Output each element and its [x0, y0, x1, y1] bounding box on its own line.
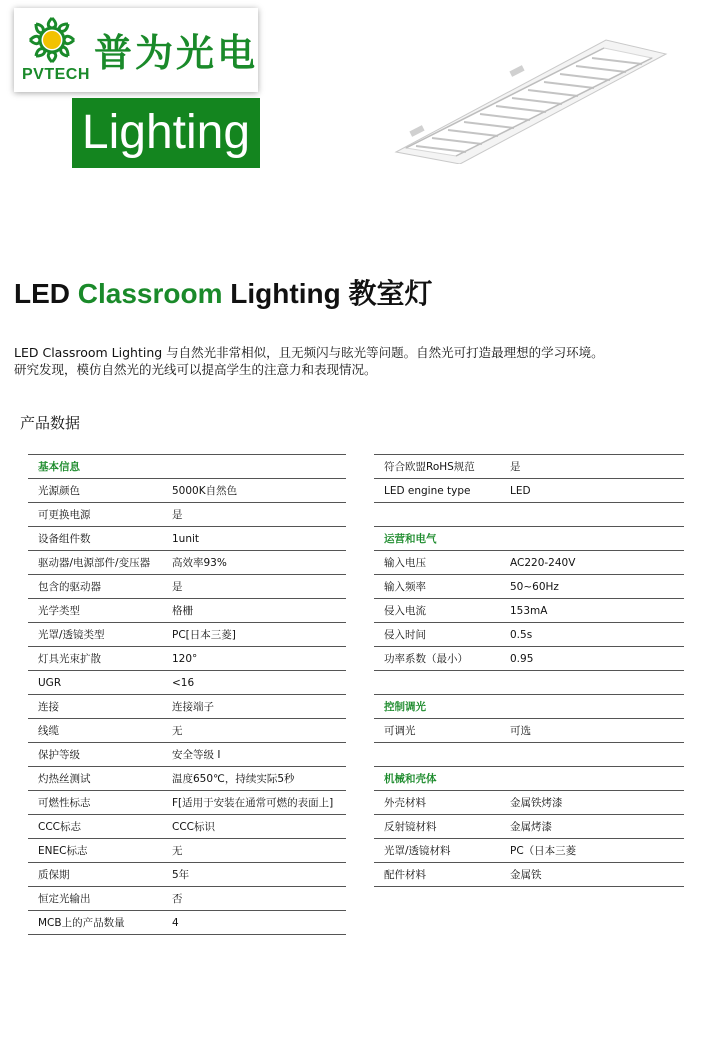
row-value: 金属烤漆: [510, 821, 552, 833]
spacer-row: [374, 743, 684, 767]
table-row: [28, 863, 346, 887]
row-label: 恒定光输出: [38, 893, 91, 905]
row-label: 输入电压: [384, 557, 426, 569]
row-value: 5000K自然色: [172, 485, 238, 497]
product-data-heading: 产品数据: [20, 414, 81, 432]
row-label: 可更换电源: [38, 509, 91, 521]
row-label: 功率系数（最小）: [384, 653, 468, 665]
section-header: [374, 527, 684, 551]
row-value: 无: [172, 725, 183, 737]
section-header: [374, 767, 684, 791]
sun-logo-icon: [24, 14, 80, 66]
row-value: <16: [172, 676, 195, 689]
table-row: [374, 647, 684, 671]
table-row: [374, 599, 684, 623]
table-row: [374, 791, 684, 815]
table-row: [28, 767, 346, 791]
row-value: AC220-240V: [510, 556, 576, 569]
intro-line-1: LED Classroom Lighting 与自然光非常相似，且无频闪与眩光等问题。自然光可打造最理想的学习环境。: [14, 345, 604, 360]
section-header: [374, 695, 684, 719]
brand-name-cn: 普为光电: [94, 31, 259, 75]
table-row: [28, 695, 346, 719]
intro-paragraph: [14, 344, 704, 378]
row-label: 外壳材料: [384, 797, 426, 809]
table-row: [374, 719, 684, 743]
row-value: 0.95: [510, 652, 534, 665]
row-label: 设备组件数: [38, 533, 91, 545]
table-row: [28, 791, 346, 815]
company-logo: [14, 8, 258, 92]
row-label: LED engine type: [384, 484, 471, 497]
table-row: [374, 863, 684, 887]
row-label: MCB上的产品数量: [38, 917, 125, 929]
title-lighting: Lighting: [222, 278, 349, 309]
row-label: 输入频率: [384, 581, 426, 593]
row-value: 否: [172, 893, 183, 905]
row-value: 连接端子: [172, 701, 214, 713]
row-value: F[适用于安装在通常可燃的表面上]: [172, 797, 334, 809]
table-row: [28, 479, 346, 503]
row-label: 配件材料: [384, 869, 426, 881]
row-value: CCC标识: [172, 821, 215, 833]
table-row: [28, 911, 346, 935]
row-label: 光罩/透镜材料: [384, 845, 451, 857]
section-title-control: 控制调光: [384, 701, 426, 713]
table-row: [28, 743, 346, 767]
table-row: [28, 815, 346, 839]
row-label: CCC标志: [38, 821, 81, 833]
table-row: [28, 551, 346, 575]
row-value: 0.5s: [510, 628, 533, 641]
title-classroom: Classroom: [77, 278, 223, 309]
row-value: 格栅: [172, 605, 193, 617]
row-value: 是: [510, 461, 521, 473]
row-value: 是: [172, 509, 183, 521]
row-label: ENEC标志: [38, 845, 88, 857]
row-value: PC（日本三菱: [510, 845, 577, 857]
row-value: 金属铁烤漆: [510, 797, 563, 809]
table-row: [28, 671, 346, 695]
section-title-electrical: 运营和电气: [384, 533, 437, 545]
row-label: 光罩/透镜类型: [38, 629, 105, 641]
row-label: 可燃性标志: [38, 797, 91, 809]
row-value: 可选: [510, 725, 531, 737]
table-row: [374, 623, 684, 647]
table-row: [28, 599, 346, 623]
table-row: [28, 887, 346, 911]
row-label: 包含的驱动器: [38, 581, 101, 593]
table-row: [28, 527, 346, 551]
row-label: 反射镜材料: [384, 821, 437, 833]
brand-name-en: PVTECH: [22, 66, 90, 83]
table-row: [28, 839, 346, 863]
product-image: [390, 24, 670, 164]
row-label: 灼热丝测试: [38, 773, 91, 785]
row-value: 153mA: [510, 604, 548, 617]
row-label: 可调光: [384, 725, 416, 737]
row-label: 光源颜色: [38, 485, 80, 497]
row-value: 高效率93%: [172, 557, 227, 569]
row-label: 质保期: [38, 869, 70, 881]
row-label: 连接: [38, 701, 59, 713]
table-row: [28, 623, 346, 647]
title-cn: 教室灯: [348, 277, 433, 310]
page-title: [14, 272, 432, 312]
row-label: 侵入电流: [384, 605, 426, 617]
section-title-basic: 基本信息: [38, 461, 80, 473]
row-label: 符合欧盟RoHS规范: [384, 461, 475, 473]
table-row: [374, 479, 684, 503]
table-row: [28, 719, 346, 743]
row-value: 安全等级 I: [172, 749, 221, 761]
row-value: 金属铁: [510, 869, 542, 881]
row-value: 是: [172, 581, 183, 593]
table-row: [28, 575, 346, 599]
table-row: [374, 815, 684, 839]
table-row: [28, 647, 346, 671]
intro-line-2: 研究发现，模仿自然光的光线可以提高学生的注意力和表现情况。: [14, 362, 377, 377]
row-value: 无: [172, 845, 183, 857]
specs-table: [374, 454, 684, 887]
row-value: 120°: [172, 652, 198, 665]
table-row: [374, 454, 684, 479]
section-title-mech: 机械和壳体: [384, 773, 437, 785]
row-label: 线缆: [38, 725, 59, 737]
row-label: 侵入时间: [384, 629, 426, 641]
row-value: 4: [172, 916, 179, 929]
row-label: 驱动器/电源部件/变压器: [38, 557, 151, 569]
spacer-row: [374, 671, 684, 695]
row-value: 1unit: [172, 532, 200, 545]
row-value: LED: [510, 484, 531, 497]
row-value: 温度650℃，持续实际5秒: [172, 773, 295, 785]
row-label: 保护等级: [38, 749, 80, 761]
table-row: [374, 839, 684, 863]
lighting-banner: Lighting: [72, 98, 260, 168]
table-row: [28, 503, 346, 527]
basic-info-table: [28, 454, 346, 935]
row-label: 光学类型: [38, 605, 80, 617]
spacer-row: [374, 503, 684, 527]
section-header: [28, 454, 346, 479]
row-value: PC[日本三菱]: [172, 629, 236, 641]
table-row: [374, 575, 684, 599]
row-value: 5年: [172, 869, 190, 881]
row-value: 50~60Hz: [510, 580, 559, 593]
row-label: UGR: [38, 676, 62, 689]
title-led: LED: [14, 278, 78, 309]
table-row: [374, 551, 684, 575]
row-label: 灯具光束扩散: [38, 653, 101, 665]
